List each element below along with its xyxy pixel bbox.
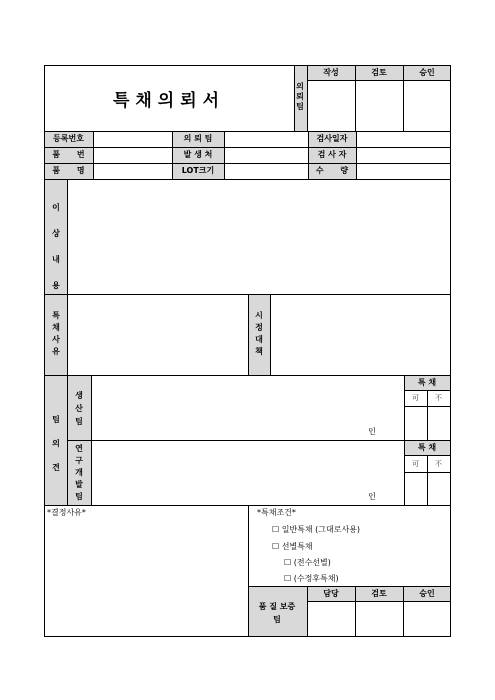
rnd-no-cell[interactable]: 不 (435, 460, 442, 468)
condition-full-sort[interactable] (284, 558, 331, 568)
qa-sign-charge[interactable] (308, 602, 354, 636)
rnd-seal-mark: 인 (368, 492, 376, 501)
line-qa-top (248, 586, 451, 587)
decision-reason-field[interactable] (46, 520, 246, 635)
production-team-label: 생산팀 (75, 391, 83, 426)
label-req-team: 의 뢰 팀 (183, 134, 213, 143)
abnormal-content-label: 이상내용 (52, 203, 60, 290)
vline-corrective-left (248, 294, 249, 375)
condition-sorting[interactable] (272, 542, 313, 552)
condition-sorting-label: 선별특채 (281, 542, 313, 551)
production-no-cell[interactable]: 不 (435, 394, 442, 402)
production-seal-mark: 인 (368, 427, 376, 436)
checkbox-icon[interactable]: ☐ (272, 542, 280, 551)
special-header-production: 특 채 (417, 378, 437, 387)
qa-col-review: 검토 (371, 589, 387, 598)
item-no-field[interactable] (94, 148, 171, 163)
abnormal-content-field[interactable] (68, 180, 450, 293)
lot-size-field[interactable] (225, 164, 307, 179)
checkbox-icon[interactable]: ☐ (284, 574, 292, 583)
label-item-no: 품 번 (52, 150, 85, 159)
special-reason-field[interactable] (68, 295, 247, 374)
form-title: 특채의뢰서 (112, 91, 226, 111)
approval-col-approve: 승인 (419, 68, 435, 77)
checkbox-icon[interactable]: ☐ (284, 558, 292, 567)
quantity-field[interactable] (357, 164, 450, 179)
condition-fix-then-special[interactable] (284, 574, 339, 584)
vline-bottom-split (248, 505, 249, 637)
label-lot-size: LOT크기 (181, 166, 215, 175)
rnd-opinion-field[interactable] (92, 441, 403, 504)
label-quantity: 수 량 (315, 166, 349, 175)
inspector-field[interactable] (357, 148, 450, 163)
condition-general-label: 일반특채 (그대로사용) (281, 525, 361, 534)
approval-sign-review[interactable] (356, 81, 402, 130)
req-team-field[interactable] (225, 132, 307, 147)
special-conditions-title: *특채조건* (257, 508, 296, 517)
item-name-field[interactable] (94, 164, 171, 179)
label-item-name: 품 명 (52, 166, 85, 175)
label-inspector: 검 사 자 (317, 150, 347, 159)
corrective-action-label: 시정대책 (255, 311, 263, 356)
qa-team-label: 품 질 보증팀 (258, 602, 296, 624)
insp-date-field[interactable] (357, 132, 450, 147)
rnd-yes-cell[interactable]: 可 (412, 460, 419, 468)
qa-sign-review[interactable] (356, 602, 402, 636)
condition-full-sort-label: (전수선별) (293, 558, 331, 567)
approval-sign-write[interactable] (308, 81, 354, 130)
corrective-action-field[interactable] (271, 295, 450, 374)
requesting-team-label: 의뢰팀 (296, 82, 304, 111)
checkbox-icon[interactable]: ☐ (272, 525, 280, 534)
approval-col-write: 작성 (323, 68, 339, 77)
production-yes-cell[interactable]: 可 (412, 394, 419, 402)
label-insp-date: 검사일자 (316, 134, 348, 143)
rnd-team-label: 연구개발팀 (75, 444, 83, 501)
condition-general[interactable] (272, 525, 360, 535)
approval-col-review: 검토 (371, 68, 387, 77)
qa-col-charge: 담당 (323, 589, 339, 598)
team-opinion-label: 팀의견 (52, 415, 60, 472)
condition-fix-label: (수정후특채) (293, 574, 339, 583)
label-reg-no: 등록번호 (53, 134, 84, 143)
special-header-rnd: 특 채 (417, 443, 437, 452)
label-occur-place: 발 생 처 (183, 150, 213, 159)
production-opinion-field[interactable] (92, 376, 403, 439)
qa-sign-approve[interactable] (404, 602, 450, 636)
reg-no-field[interactable] (94, 132, 171, 147)
approval-sign-approve[interactable] (404, 81, 450, 130)
special-reason-label: 특채사유 (52, 311, 60, 356)
decision-reason-label: *결정사유* (47, 508, 86, 517)
occur-place-field[interactable] (225, 148, 307, 163)
qa-col-approve: 승인 (419, 589, 435, 598)
